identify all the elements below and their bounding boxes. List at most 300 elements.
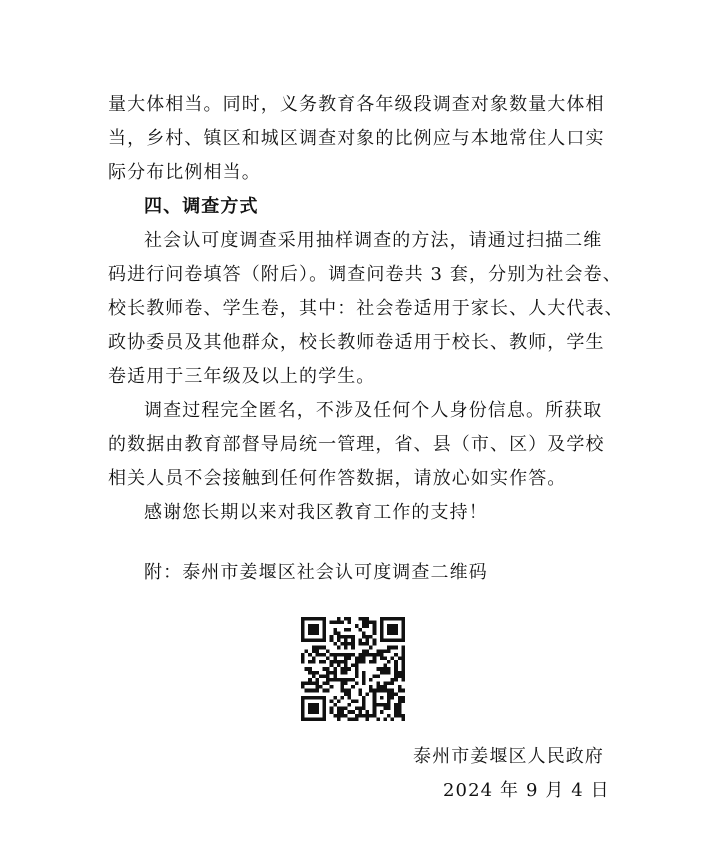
qr-module	[383, 639, 387, 643]
qr-module	[348, 642, 352, 646]
qr-module	[301, 696, 305, 700]
qr-module	[340, 682, 344, 686]
qr-module	[401, 717, 405, 721]
qr-module	[312, 624, 316, 628]
qr-module	[398, 656, 402, 660]
qr-module	[387, 628, 391, 632]
qr-module	[366, 635, 370, 639]
qr-module	[323, 653, 327, 657]
qr-module	[337, 646, 341, 650]
qr-module	[394, 714, 398, 718]
qr-module	[366, 653, 370, 657]
qr-module	[394, 678, 398, 682]
qr-module	[380, 621, 384, 625]
qr-module	[394, 707, 398, 711]
qr-module	[376, 674, 380, 678]
qr-module	[373, 642, 377, 646]
qr-module	[348, 667, 352, 671]
qr-module	[383, 671, 387, 675]
qr-module	[383, 682, 387, 686]
qr-module	[362, 649, 366, 653]
qr-module	[301, 656, 305, 660]
qr-module	[398, 689, 402, 693]
qr-module	[326, 667, 330, 671]
qr-module	[323, 674, 327, 678]
qr-module	[344, 646, 348, 650]
qr-module	[333, 621, 337, 625]
qr-module	[333, 631, 337, 635]
qr-module	[387, 696, 391, 700]
qr-module	[362, 671, 366, 675]
qr-module	[394, 617, 398, 621]
qr-module	[323, 621, 327, 625]
qr-module	[301, 628, 305, 632]
qr-module	[333, 656, 337, 660]
qr-module	[362, 707, 366, 711]
qr-module	[301, 682, 305, 686]
qr-module	[344, 714, 348, 718]
body-line: 社会认可度调查采用抽样调查的方法，请通过扫描二维	[144, 230, 603, 251]
qr-module	[394, 667, 398, 671]
body-line: 调查过程完全匿名，不涉及任何个人身份信息。所获取	[144, 400, 603, 421]
qr-module	[362, 656, 366, 660]
qr-module	[387, 639, 391, 643]
qr-module	[340, 671, 344, 675]
qr-module	[344, 667, 348, 671]
qr-module	[330, 699, 334, 703]
qr-module	[330, 664, 334, 668]
qr-module	[348, 696, 352, 700]
qr-module	[337, 707, 341, 711]
qr-module	[398, 671, 402, 675]
qr-module	[340, 642, 344, 646]
qr-module	[340, 653, 344, 657]
qr-module	[362, 699, 366, 703]
qr-module	[398, 699, 402, 703]
qr-module	[373, 703, 377, 707]
qr-module	[362, 703, 366, 707]
qr-module	[305, 617, 309, 621]
qr-module	[391, 696, 395, 700]
qr-module	[305, 639, 309, 643]
qr-module	[401, 628, 405, 632]
qr-module	[348, 710, 352, 714]
qr-module	[344, 617, 348, 621]
qr-module	[301, 699, 305, 703]
qr-module	[376, 667, 380, 671]
qr-module	[330, 639, 334, 643]
qr-module	[301, 714, 305, 718]
qr-module	[401, 631, 405, 635]
body-line: 当，乡村、镇区和城区调查对象的比例应与本地常住人口实	[108, 128, 605, 149]
qr-module	[312, 710, 316, 714]
qr-module	[337, 699, 341, 703]
qr-module	[312, 656, 316, 660]
qr-module	[362, 642, 366, 646]
qr-module	[387, 624, 391, 628]
qr-module	[348, 653, 352, 657]
qr-module	[330, 685, 334, 689]
qr-module	[340, 685, 344, 689]
qr-module	[380, 617, 384, 621]
qr-module	[355, 717, 359, 721]
qr-module	[340, 621, 344, 625]
document-body	[108, 88, 624, 530]
qr-module	[312, 682, 316, 686]
qr-module	[340, 710, 344, 714]
qr-module	[315, 628, 319, 632]
qr-module	[305, 717, 309, 721]
qr-module	[323, 699, 327, 703]
qr-module	[401, 714, 405, 718]
qr-module	[394, 639, 398, 643]
qr-module	[308, 682, 312, 686]
qr-module	[323, 703, 327, 707]
qr-module	[394, 660, 398, 664]
qr-module	[373, 660, 377, 664]
qr-module	[366, 642, 370, 646]
qr-module	[369, 689, 373, 693]
qr-module	[373, 696, 377, 700]
qr-module	[401, 678, 405, 682]
qr-module	[369, 635, 373, 639]
qr-module	[391, 692, 395, 696]
qr-module	[312, 696, 316, 700]
qr-module	[323, 710, 327, 714]
qr-module	[401, 649, 405, 653]
qr-module	[315, 678, 319, 682]
qr-module	[373, 692, 377, 696]
qr-module	[373, 639, 377, 643]
qr-module	[319, 639, 323, 643]
qr-module	[323, 635, 327, 639]
qr-module	[358, 660, 362, 664]
qr-module	[351, 664, 355, 668]
qr-module	[301, 660, 305, 664]
qr-module	[358, 689, 362, 693]
qr-module	[333, 714, 337, 718]
qr-module	[380, 649, 384, 653]
qr-module	[312, 631, 316, 635]
qr-module	[387, 649, 391, 653]
qr-module	[312, 689, 316, 693]
qr-module	[358, 710, 362, 714]
qr-module	[380, 689, 384, 693]
qr-module	[387, 660, 391, 664]
qr-module	[312, 660, 316, 664]
qr-module	[351, 635, 355, 639]
qr-module	[312, 646, 316, 650]
qr-module	[308, 689, 312, 693]
qr-module	[323, 682, 327, 686]
qr-module	[315, 707, 319, 711]
qr-module	[387, 714, 391, 718]
attachment-label: 附：泰州市姜堰区社会认可度调查二维码	[144, 562, 488, 583]
qr-module	[308, 703, 312, 707]
qr-module	[401, 674, 405, 678]
qr-module	[344, 639, 348, 643]
body-line: 量大体相当。同时，义务教育各年级段调查对象数量大体相	[108, 94, 605, 115]
qr-module	[362, 714, 366, 718]
qr-module	[358, 707, 362, 711]
qr-module	[362, 653, 366, 657]
qr-module	[391, 646, 395, 650]
qr-module	[333, 667, 337, 671]
qr-module	[301, 624, 305, 628]
qr-module	[340, 707, 344, 711]
qr-module	[376, 689, 380, 693]
qr-module	[312, 628, 316, 632]
qr-module	[380, 639, 384, 643]
qr-module	[326, 656, 330, 660]
qr-module	[394, 703, 398, 707]
qr-module	[351, 699, 355, 703]
qr-module	[315, 617, 319, 621]
qr-module	[305, 682, 309, 686]
qr-module	[305, 667, 309, 671]
qr-module	[398, 617, 402, 621]
qr-module	[383, 667, 387, 671]
qr-module	[351, 642, 355, 646]
qr-module	[340, 667, 344, 671]
qr-module	[323, 628, 327, 632]
qr-module	[315, 653, 319, 657]
qr-module	[380, 635, 384, 639]
issue-date: 2024 年 9 月 4 日	[443, 780, 610, 801]
qr-module	[315, 671, 319, 675]
qr-module	[380, 671, 384, 675]
qr-module	[383, 707, 387, 711]
qr-module	[380, 703, 384, 707]
qr-module	[305, 649, 309, 653]
qr-module	[401, 664, 405, 668]
qr-module	[348, 678, 352, 682]
qr-module	[315, 624, 319, 628]
qr-module	[319, 660, 323, 664]
qr-module	[373, 628, 377, 632]
qr-module	[301, 617, 305, 621]
qr-module	[333, 653, 337, 657]
qr-module	[301, 703, 305, 707]
qr-module	[394, 646, 398, 650]
qr-module	[398, 674, 402, 678]
qr-module	[401, 639, 405, 643]
qr-module	[308, 631, 312, 635]
qr-module	[315, 710, 319, 714]
qr-module	[362, 617, 366, 621]
qr-module	[340, 635, 344, 639]
qr-module	[319, 653, 323, 657]
qr-module	[323, 617, 327, 621]
qr-module	[380, 628, 384, 632]
qr-module	[337, 678, 341, 682]
qr-module	[380, 624, 384, 628]
qr-module	[323, 707, 327, 711]
qr-module	[387, 671, 391, 675]
qr-module	[373, 653, 377, 657]
qr-module	[383, 717, 387, 721]
qr-module	[305, 689, 309, 693]
qr-module	[330, 653, 334, 657]
qr-module	[340, 689, 344, 693]
qr-module	[330, 621, 334, 625]
qr-module	[398, 696, 402, 700]
qr-module	[348, 703, 352, 707]
qr-module	[380, 656, 384, 660]
qr-module	[358, 692, 362, 696]
qr-module	[380, 631, 384, 635]
qr-module	[323, 667, 327, 671]
qr-module	[315, 649, 319, 653]
qr-module	[344, 689, 348, 693]
qr-module	[376, 703, 380, 707]
qr-module	[337, 635, 341, 639]
qr-module	[337, 617, 341, 621]
qr-module	[312, 674, 316, 678]
qr-module	[373, 689, 377, 693]
qr-module	[391, 624, 395, 628]
qr-module	[337, 710, 341, 714]
qr-module	[344, 707, 348, 711]
qr-module	[358, 628, 362, 632]
qr-module	[301, 710, 305, 714]
qr-module	[401, 646, 405, 650]
qr-module	[315, 703, 319, 707]
qr-module	[323, 714, 327, 718]
qr-module	[391, 717, 395, 721]
qr-module	[362, 696, 366, 700]
qr-module	[355, 707, 359, 711]
qr-module	[380, 685, 384, 689]
qr-module	[387, 667, 391, 671]
qr-module	[319, 646, 323, 650]
qr-module	[401, 624, 405, 628]
qr-module	[369, 660, 373, 664]
qr-module	[330, 707, 334, 711]
qr-module	[344, 664, 348, 668]
qr-module	[401, 617, 405, 621]
qr-module	[326, 689, 330, 693]
qr-module	[394, 674, 398, 678]
qr-module	[387, 617, 391, 621]
qr-module	[366, 617, 370, 621]
qr-module	[344, 642, 348, 646]
qr-module	[383, 617, 387, 621]
qr-module	[401, 689, 405, 693]
qr-module	[373, 707, 377, 711]
qr-module	[366, 710, 370, 714]
qr-module	[301, 685, 305, 689]
qr-module	[308, 660, 312, 664]
qr-module	[330, 660, 334, 664]
body-line: 码进行问卷填答（附后）。调查问卷共 3 套，分别为社会卷、	[108, 264, 622, 285]
qr-module	[326, 678, 330, 682]
qr-module	[351, 678, 355, 682]
qr-module	[398, 639, 402, 643]
qr-code[interactable]	[301, 617, 405, 721]
qr-module	[394, 664, 398, 668]
qr-module	[391, 639, 395, 643]
qr-module	[358, 617, 362, 621]
qr-module	[323, 639, 327, 643]
qr-module	[369, 646, 373, 650]
qr-module	[358, 639, 362, 643]
qr-module	[348, 617, 352, 621]
qr-module	[366, 717, 370, 721]
qr-module	[301, 635, 305, 639]
qr-module	[301, 717, 305, 721]
qr-module	[355, 624, 359, 628]
attachment-note	[108, 556, 608, 590]
qr-module	[319, 685, 323, 689]
qr-module	[401, 696, 405, 700]
qr-module	[366, 649, 370, 653]
qr-module	[401, 653, 405, 657]
qr-module	[383, 703, 387, 707]
qr-module	[383, 649, 387, 653]
qr-module	[369, 685, 373, 689]
qr-module	[326, 682, 330, 686]
qr-module	[323, 689, 327, 693]
qr-module	[312, 639, 316, 643]
qr-module	[315, 685, 319, 689]
qr-module	[312, 671, 316, 675]
qr-module	[315, 639, 319, 643]
qr-module	[401, 621, 405, 625]
qr-module	[326, 674, 330, 678]
qr-module	[348, 717, 352, 721]
qr-module	[344, 628, 348, 632]
qr-module	[312, 717, 316, 721]
qr-module	[333, 671, 337, 675]
qr-module	[369, 678, 373, 682]
qr-module	[340, 714, 344, 718]
qr-module	[348, 692, 352, 696]
qr-module	[312, 703, 316, 707]
qr-module	[308, 624, 312, 628]
qr-module	[394, 631, 398, 635]
qr-module	[362, 678, 366, 682]
qr-module	[355, 660, 359, 664]
qr-module	[351, 710, 355, 714]
qr-module	[401, 635, 405, 639]
qr-module	[326, 649, 330, 653]
qr-module	[315, 646, 319, 650]
qr-module	[394, 710, 398, 714]
qr-module	[391, 678, 395, 682]
qr-module	[362, 621, 366, 625]
qr-module	[391, 617, 395, 621]
qr-module	[355, 714, 359, 718]
qr-module	[308, 653, 312, 657]
qr-module	[355, 667, 359, 671]
qr-module	[337, 653, 341, 657]
qr-module	[333, 678, 337, 682]
qr-module	[355, 699, 359, 703]
qr-module	[308, 707, 312, 711]
qr-module	[333, 660, 337, 664]
qr-module	[376, 649, 380, 653]
issuer-name: 泰州市姜堰区人民政府	[413, 746, 604, 767]
qr-module	[348, 628, 352, 632]
qr-module	[394, 653, 398, 657]
qr-module	[323, 631, 327, 635]
qr-module	[308, 717, 312, 721]
qr-module	[315, 717, 319, 721]
qr-module	[333, 703, 337, 707]
qr-module	[387, 703, 391, 707]
qr-module	[391, 689, 395, 693]
